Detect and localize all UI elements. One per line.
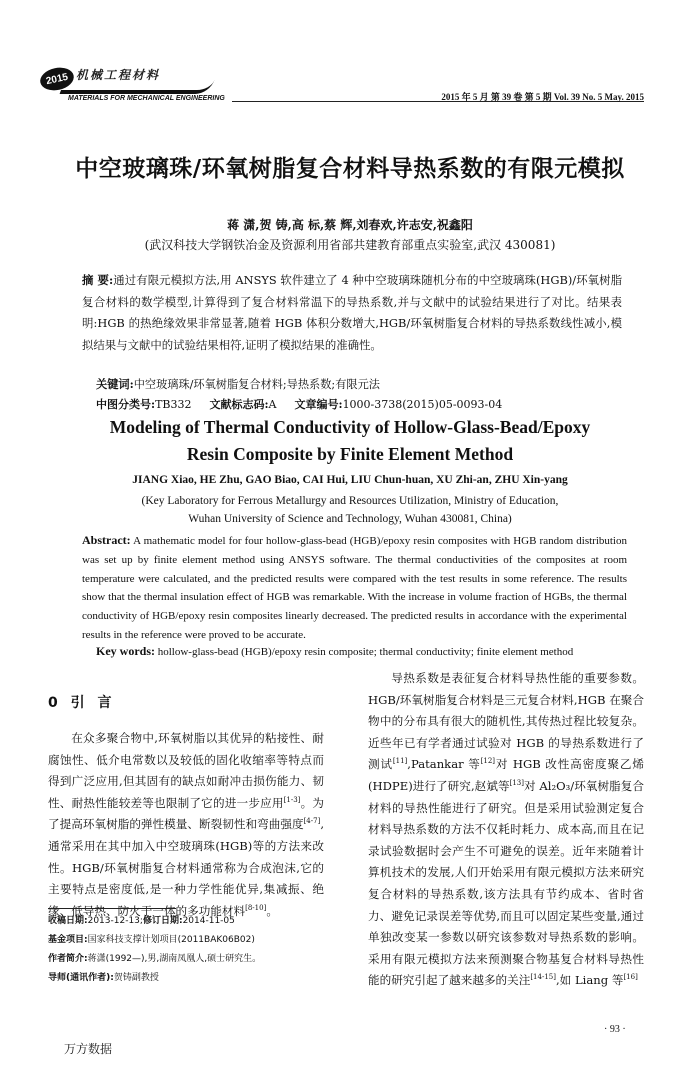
classification-line (96, 396, 502, 412)
section-heading-introduction: 0 引 言 (48, 695, 116, 711)
citation-ref: [4-7] (303, 817, 321, 826)
affiliation-cn: (武汉科技大学钢铁冶金及资源利用省部共建教育部重点实验室,武汉 430081) (144, 238, 556, 252)
text-run: 对 HGB 改性高密度聚乙烯(HDPE)进行了研究,赵斌等 (368, 757, 644, 793)
citation-ref: [11] (392, 757, 408, 766)
abstract-en-label: Abstract: (82, 533, 131, 547)
watermark-text: 万方数据 (64, 1042, 113, 1056)
footnote-author (48, 950, 328, 969)
text-run: ,通常采用在其中加入中空玻璃珠(HGB)等的方法来改性。HGB/环氧树脂复合材料通常称为合成泡沫,它的主要特点是密度低,是一种力学性能优异,集减振、绝缘、低导热、防火于一体的多功能材料 (48, 817, 324, 918)
title-en-line-2: Resin Composite by Finite Element Method (186, 444, 514, 464)
clc-value: TB332 (155, 398, 192, 411)
citation-ref: [16] (623, 973, 638, 982)
logo-journal-name-cn: 机械工程材料 (76, 68, 161, 82)
abstract-cn-text: 通过有限元模拟方法,用 ANSYS 软件建立了 4 种中空玻璃珠随机分布的中空玻璃珠(HGB)/环氧树脂复合材料的数学模型,计算得到了复合材料常温下的导热系数,并与文献中的试验结果进行了对比。结果表明:HGB 的热绝缘效果非常显著,随着 HGB 体积分数增大,HGB/环氧树脂复合材料的导热系数线性减小,模拟结果与文献中的试验结果相符,证明了模拟结果的准确性。 (82, 273, 622, 352)
received-label: 收稿日期: (48, 916, 88, 926)
title-en-line-1: Modeling of Thermal Conductivity of Hollow-Glass-Bead/Epoxy (109, 417, 591, 437)
issue-info: 2015 年 5 月 第 39 卷 第 5 期 Vol. 39 No. 5 May. 2015 (441, 92, 644, 102)
author-bio-value: 蒋潇(1992—),男,湖南凤凰人,硕士研究生。 (87, 954, 262, 964)
citation-ref: [12] (480, 757, 496, 766)
footnote-rule (48, 908, 176, 909)
affiliation-en (0, 492, 700, 528)
footnote-dates (48, 912, 328, 931)
keywords-en (96, 644, 573, 659)
footnote-fund (48, 931, 328, 950)
text-run: 对 Al₂O₃/环氧树脂复合材料的导热性能进行了研究。但是采用试验测定复合材料导热系数的方法不仅耗时耗力、成本高,而且在记录试验数据时会产生不可避免的误差。近年来随着计算机技术的发展,人们开始采用有限元模拟方法来研究复合材料的导热系数,该方法具有节约成本、省时省力、避免记录误差等优势,而且可以固定某些变量,通过单独改变某一参数以研究该参数对导热系数的影响。采用有限元模拟方法来预测聚合物基复合材料导热性能的研究引起了越来越多的关注 (368, 778, 644, 988)
logo-year-badge: 2015 (38, 65, 76, 94)
keywords-cn (96, 376, 380, 392)
keywords-cn-label: 关键词: (96, 377, 134, 391)
footnote-mentor (48, 969, 328, 988)
article-no-value: 1000-3738(2015)05-0093-04 (342, 398, 503, 411)
authors-cn: 蒋 潇,贺 铸,高 标,蔡 辉,刘春欢,许志安,祝鑫阳 (227, 218, 473, 232)
abstract-cn (82, 270, 622, 356)
logo-journal-name-en: MATERIALS FOR MECHANICAL ENGINEERING (68, 95, 225, 102)
mentor-label: 导师(通讯作者): (48, 973, 114, 983)
authors-en: JIANG Xiao, HE Zhu, GAO Biao, CAI Hui, LIU Chun-huan, XU Zhi-an, ZHU Xin-yang (132, 474, 568, 486)
text-run: 。为了提高环氧树脂的弹性模量、断裂韧性和弯曲强度 (48, 795, 324, 832)
keywords-cn-text: 中空玻璃珠/环氧树脂复合材料;导热系数;有限元法 (133, 378, 380, 391)
abstract-en-text: A mathematic model for four hollow-glass-bead (HGB)/epoxy resin composites with HGB random distribution was set up by finite element method using ANSYS software. The thermal conductivities of the composites at room temperature were calculated, and the predicted results were compared with the test results in some reference. The results show that the thermal insulation effect of HGB was remarkable. With the increase in volume fraction of HGBs, the thermal conductivity of HGB/epoxy resin composites linearly decreased. The predicted results in accordance with the experimental results in the reference were proved to be accurate. (82, 535, 627, 641)
body-column-left (48, 668, 324, 922)
page-title-cn: 中空玻璃珠/环氧树脂复合材料导热系数的有限元模拟 (75, 156, 625, 182)
received-date: 2013-12-13; (87, 916, 143, 926)
clc-label: 中图分类号: (96, 398, 156, 411)
citation-ref: [14-15] (530, 973, 556, 982)
text-run: 。 (266, 903, 278, 918)
text-run: 导热系数是表征复合材料导热性能的重要参数。HGB/环氧树脂复合材料是三元复合材料,HGB 在聚合物中的分布具有很大的随机性,其传热过程比较复杂。近些年已有学者通过试验对 HGB 的导热系数进行了测试 (368, 671, 644, 772)
intro-paragraph-right (368, 668, 644, 992)
page-number: · 93 · (604, 1024, 626, 1035)
revised-label: 修订日期: (142, 916, 183, 926)
text-run: 在众多聚合物中,环氧树脂以其优异的粘接性、耐腐蚀性、低介电常数以及较低的固化收缩率等特点而得到广泛应用,但其固有的缺点如耐冲击损伤能力、韧性、耐热性能较差等也限制了它的进一步应用 (48, 731, 324, 810)
affiliation-en-line-1: (Key Laboratory for Ferrous Metallurgy and Resources Utilization, Ministry of Education, (141, 495, 559, 507)
doc-code-value: A (268, 398, 277, 411)
abstract-en (82, 531, 627, 645)
revised-date: 2014-11-05 (182, 916, 235, 926)
fund-value: 国家科技支撑计划项目(2011BAK06B02) (87, 935, 255, 945)
citation-ref: [13] (509, 779, 524, 788)
keywords-en-text: hollow-glass-bead (HGB)/epoxy resin composite; thermal conductivity; finite element method (157, 646, 574, 658)
intro-paragraph-left (48, 728, 324, 922)
fund-label: 基金项目: (48, 935, 88, 945)
text-run: ,如 Liang 等 (555, 973, 624, 988)
body-column-right (368, 668, 644, 992)
footnotes (48, 912, 328, 988)
doc-code-label: 文献标志码: (209, 398, 269, 411)
abstract-cn-label: 摘 要: (82, 273, 114, 287)
citation-ref: [1-3] (283, 795, 301, 804)
journal-logo (40, 66, 250, 106)
affiliation-en-line-2: Wuhan University of Science and Technology, Wuhan 430081, China) (188, 513, 512, 525)
article-no-label: 文章编号: (294, 398, 343, 411)
text-run: ,Patankar 等 (407, 757, 481, 772)
keywords-en-label: Key words: (96, 644, 155, 658)
page-title-en (0, 414, 700, 468)
mentor-value: 贺铸副教授 (113, 973, 159, 983)
author-bio-label: 作者简介: (48, 954, 88, 964)
citation-ref: [8-10] (245, 903, 267, 912)
